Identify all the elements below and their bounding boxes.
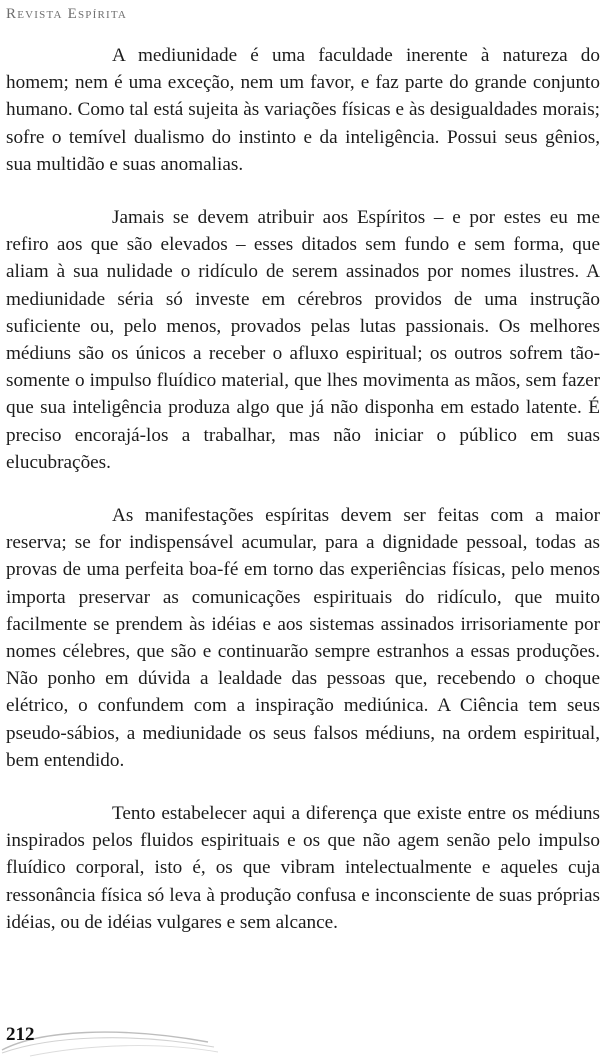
paragraph-2: Jamais se devem atribuir aos Espíritos – e por estes eu me refiro aos que são elevados – esses ditados sem fundo e sem forma, que aliam à sua nulidade o ridículo de serem assinados por nomes ilustres. A mediunidade séria só investe em cérebros providos de uma instrução suficiente ou, pelo menos, provados pelas lutas passionais. Os melhores médiuns são os únicos a receber o afluxo espiritual; os outros sofrem tão-somente o impulso fluídico material, que lhes movimenta as mãos, sem fazer que sua inteligência produza algo que já não disponha em estado latente. É preciso encorajá-los a trabalhar, mas não iniciar o público em suas elucubrações. bbox=[6, 207, 600, 473]
page-body bbox=[6, 42, 600, 962]
paragraph-4: Tento estabelecer aqui a diferença que existe entre os médiuns inspirados pelos fluidos espirituais e os que não agem senão pelo impulso fluídico corporal, isto é, os que vibram intelectualmente e aqueles cuja ressonância física só leva à produção confusa e inconsciente de suas próprias idéias, ou de idéias vulgares e sem alcance. bbox=[6, 803, 600, 933]
running-head: Revista Espírita bbox=[6, 6, 128, 22]
paragraph-1: A mediunidade é uma faculdade inerente à natureza do homem; nem é uma exceção, nem um favor, e faz parte do grande conjunto humano. Como tal está sujeita às variações físicas e às desigualdades morais; sofre o temível dualismo do instinto e da inteligência. Possui seus gênios, sua multidão e suas anomalias. bbox=[6, 45, 600, 175]
paragraph-3: As manifestações espíritas devem ser feitas com a maior reserva; se for indispensável acumular, para a dignidade pessoal, todas as provas de uma perfeita boa-fé em torno das experiências físicas, pelo menos importa preservar as comunicações espirituais do ridículo, que muito facilmente se prendem às idéias e aos sistemas assinados irrisoriamente por nomes célebres, que são e continuarão sempre estranhos a essas produções. Não ponho em dúvida a lealdade das pessoas que, recebendo o choque elétrico, o confundem com a inspiração mediúnica. A Ciência tem seus pseudo-sábios, a mediunidade os seus falsos médiuns, na ordem espiritual, bem entendido. bbox=[6, 505, 600, 771]
page-number: 212 bbox=[6, 1024, 35, 1045]
